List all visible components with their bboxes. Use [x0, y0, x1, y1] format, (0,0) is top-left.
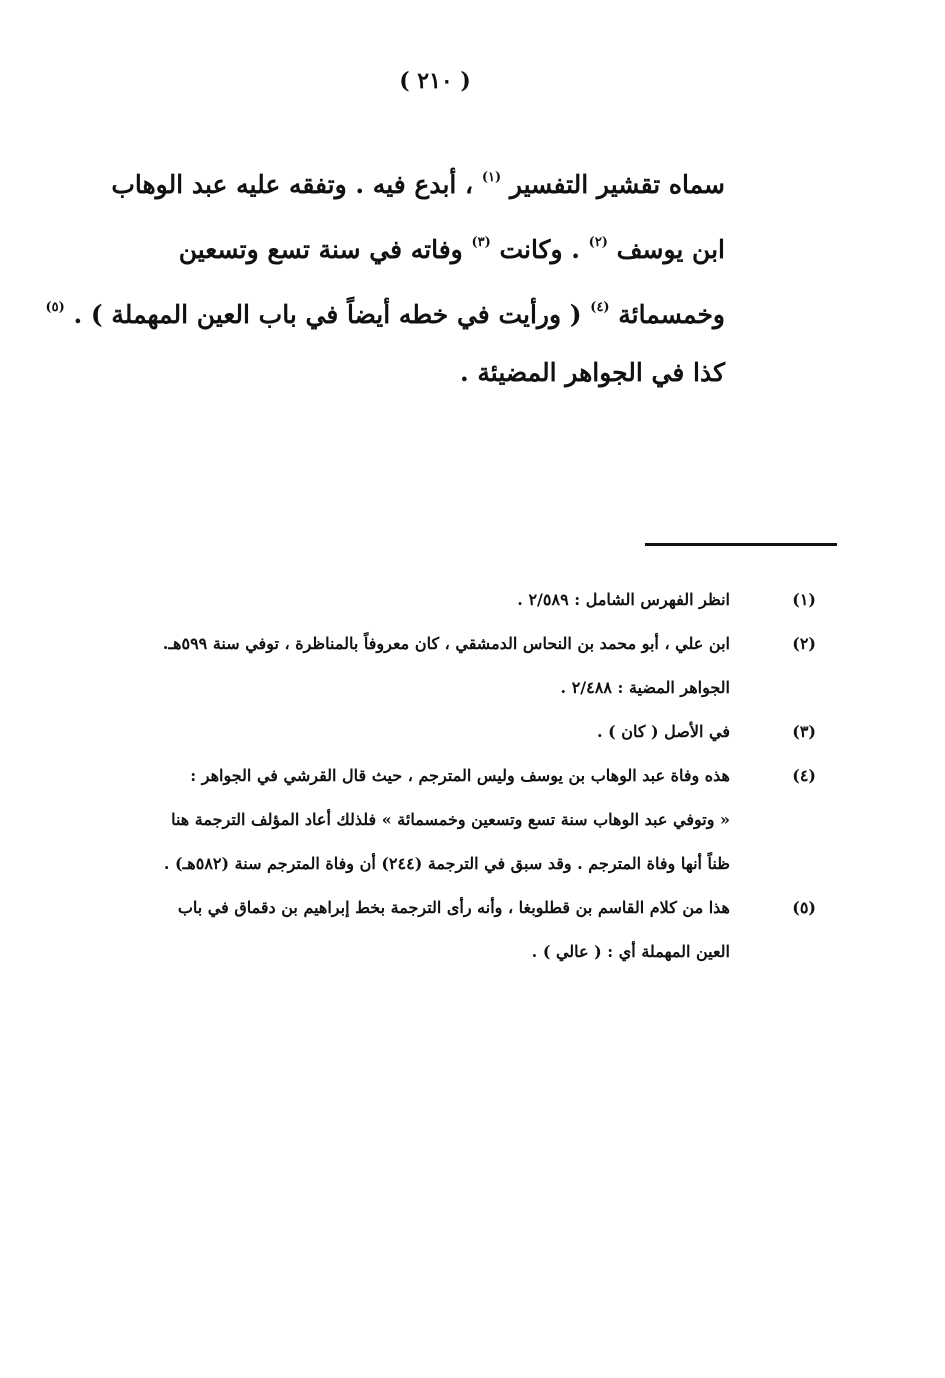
text-run: ( ورأيت في خطه أيضاً في باب العين المهملة ) .: [64, 300, 591, 329]
footnote-ref: (٥): [45, 300, 65, 315]
footnote-separator: [645, 543, 837, 546]
footnote-text: [86, 710, 730, 754]
footnotes: [86, 578, 816, 974]
footnote-text: [86, 578, 730, 622]
main-text-line: [80, 340, 725, 405]
footnote-number: (٣): [792, 722, 816, 741]
footnote-text: [86, 622, 730, 710]
footnote: [86, 622, 816, 710]
footnote-line: الجواهر المضية : ٢/٤٨٨ .: [560, 678, 730, 697]
footnote: [86, 886, 816, 974]
text-run: كذا في الجواهر المضيئة .: [459, 358, 725, 387]
text-run: سماه تقشير التفسير: [501, 170, 725, 199]
main-text-line: [45, 275, 725, 340]
main-text: [45, 145, 725, 405]
footnote-line: هذه وفاة عبد الوهاب بن يوسف وليس المترجم ، حيث قال القرشي في الجواهر :: [190, 766, 730, 785]
footnote-line: ابن علي ، أبو محمد بن النحاس الدمشقي ، كان معروفاً بالمناظرة ، توفي سنة ٥٩٩هـ.: [162, 634, 730, 653]
text-run: وخمسمائة: [609, 300, 725, 329]
text-run: ابن يوسف: [607, 235, 725, 264]
footnote: [86, 710, 816, 754]
footnote-ref: (٣): [471, 235, 491, 250]
footnote-number: (٤): [792, 766, 816, 785]
footnote: [86, 578, 816, 622]
footnote-ref: (١): [481, 170, 502, 185]
footnote-number: (١): [792, 590, 816, 609]
text-run: وفاته في سنة تسع وتسعين: [178, 235, 472, 264]
footnote-ref: (٢): [588, 235, 608, 250]
text-run: . وكانت: [490, 235, 589, 264]
page-number: ( ٢١٠ ): [399, 68, 471, 94]
footnote-ref: (٤): [590, 300, 610, 315]
footnote-line: في الأصل ( كان ) .: [596, 722, 730, 741]
footnote-line: هذا من كلام القاسم بن قطلوبغا ، وأنه رأى الترجمة بخط إبراهيم بن دقماق في باب: [177, 898, 730, 917]
footnote-line: انظر الفهرس الشامل : ٢/٥٨٩ .: [517, 590, 730, 609]
footnote-number: (٥): [792, 898, 816, 917]
footnote: [86, 754, 816, 886]
footnote-line: « وتوفي عبد الوهاب سنة تسع وتسعين وخمسمائة » فلذلك أعاد المؤلف الترجمة هنا: [171, 810, 730, 829]
footnote-number: (٢): [792, 634, 816, 653]
text-run: ، أبدع فيه . وتفقه عليه عبد الوهاب: [111, 170, 482, 199]
main-text-line: [80, 210, 725, 275]
main-text-line: [80, 145, 725, 210]
footnote-text: [86, 754, 730, 886]
footnote-line: العين المهملة أي : ( عالي ) .: [531, 942, 730, 961]
footnote-text: [86, 886, 730, 974]
footnote-line: ظناً أنها وفاة المترجم . وقد سبق في الترجمة (٢٤٤) أن وفاة المترجم سنة (٥٨٢هـ) .: [163, 854, 730, 873]
